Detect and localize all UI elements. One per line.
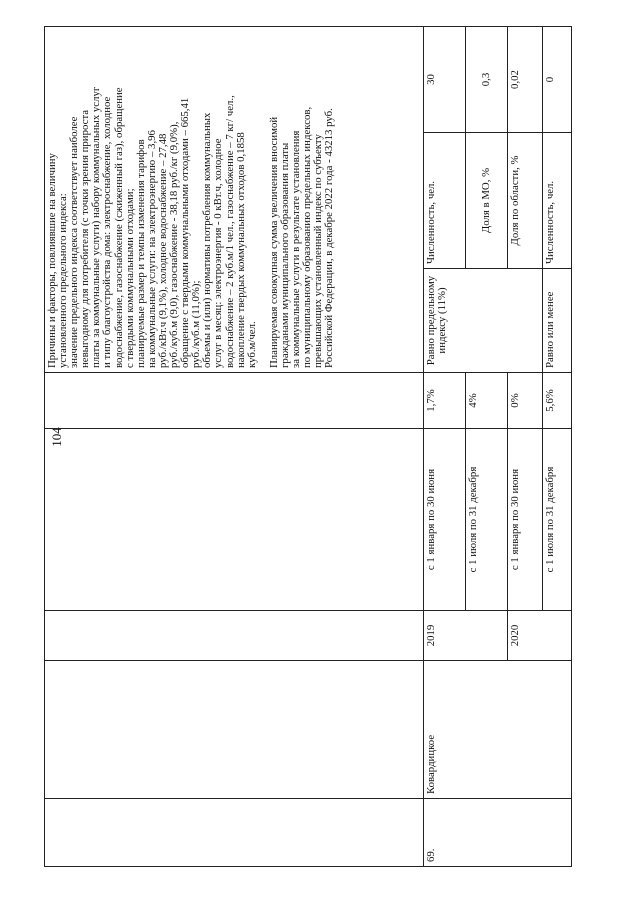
metric-value: 30 — [424, 26, 466, 132]
group-equal-cell: Равно предельному индексу (11%) — [424, 269, 543, 373]
metric-label: Доля по области, % — [508, 133, 543, 269]
reason-line: водоснабжение – 2 куб.м/1 чел., газоснабжение – 7 кг/ чел., — [223, 95, 236, 368]
municipality-name: Ковардицкое — [424, 661, 572, 799]
reason-line: руб./куб.м (11,0%); — [190, 280, 203, 368]
group-less-cell: Равно или менее — [543, 269, 572, 373]
period-cell: с 1 июля по 31 декабря — [543, 429, 572, 611]
metric-label: Численность, чел. — [543, 133, 572, 269]
table-row — [45, 26, 424, 866]
period-cell: с 1 января по 30 июня — [508, 429, 543, 611]
reason-line: накопление твердых коммунальных отходов 0,1858 — [234, 132, 247, 368]
planned-line: гражданами муниципального образования платы — [278, 142, 291, 368]
reason-line: с твердыми коммунальными отходами; — [123, 188, 136, 368]
row-number: 69. — [424, 799, 572, 867]
reason-line: услуг в месяц: электроэнергия - 0 кВт.ч, холодное — [212, 138, 225, 368]
period-cell: с 1 июля по 31 декабря — [466, 429, 508, 611]
planned-line: превышающих установленный индекс по субъекту — [312, 134, 325, 368]
tariff-index-table — [44, 26, 572, 867]
page-number: 104 — [49, 427, 64, 447]
reason-line: водоснабжение, газоснабжение (сжиженный газ), обращение — [112, 87, 125, 368]
value-cell: 4% — [466, 373, 508, 429]
reason-line: руб./кВт.ч (9,1%), холодное водоснабжение – 27,48 — [156, 133, 169, 368]
reason-line: значение предельного индекса соответствует наиболее — [68, 116, 81, 368]
blank-cell — [45, 373, 424, 429]
blank-cell — [45, 611, 424, 661]
reason-line: платы за коммунальные услуги) набору коммунальных услуг — [90, 86, 103, 368]
metric-value: 0 — [543, 26, 572, 132]
reason-line: установленного предельного индекса: — [57, 193, 70, 368]
planned-line: по муниципальному образованию предельных индексов, — [301, 106, 314, 368]
reason-line: на коммунальные услуги: на электроэнергию – 3,96 — [145, 130, 158, 368]
blank-cell — [45, 661, 424, 799]
reasons-cell — [45, 26, 424, 372]
planned-line: Планируемая совокупная сумма увеличения вносимой — [267, 116, 280, 368]
reason-line: куб.м/чел. — [245, 321, 258, 368]
reason-line: руб./куб.м (9,0), газоснабжение - 38,18 руб./кг (9,0%), — [168, 121, 181, 368]
value-cell: 0% — [508, 373, 543, 429]
period-cell: с 1 января по 30 июня — [424, 429, 466, 611]
reason-line: объемы и (или) нормативы потребления коммунальных — [201, 112, 214, 368]
planned-line: за коммунальные услуги в результате установления — [289, 130, 302, 368]
metric-value: 0,02 — [508, 26, 543, 132]
metric-label: Доля в МО, % — [466, 133, 508, 269]
rotated-table-container — [44, 27, 584, 867]
metric-label: Численность, чел. — [424, 133, 466, 269]
value-cell: 5,6% — [543, 373, 572, 429]
reason-line: обращение с твердыми коммунальными отходами – 665,41 — [179, 97, 192, 368]
year-cell: 2020 — [508, 611, 572, 661]
planned-line: Российской Федерации, в декабре 2022 года - 43213 руб. — [323, 108, 336, 368]
reason-line: и типу благоустройства дома: электроснабжение, холодное — [101, 96, 114, 368]
value-cell: 1,7% — [424, 373, 466, 429]
blank-cell — [45, 429, 424, 611]
table-row — [424, 26, 466, 866]
metric-value: 0,3 — [466, 26, 508, 132]
reason-line: планируемые размер и темпы изменения тарифов — [134, 139, 147, 368]
reason-line: невыгодному для потребителя (с точки зрения прироста — [79, 109, 92, 368]
reason-line: Причины и факторы, повлиявшие на величину — [46, 153, 58, 368]
year-cell: 2019 — [424, 611, 508, 661]
blank-cell — [45, 799, 424, 867]
